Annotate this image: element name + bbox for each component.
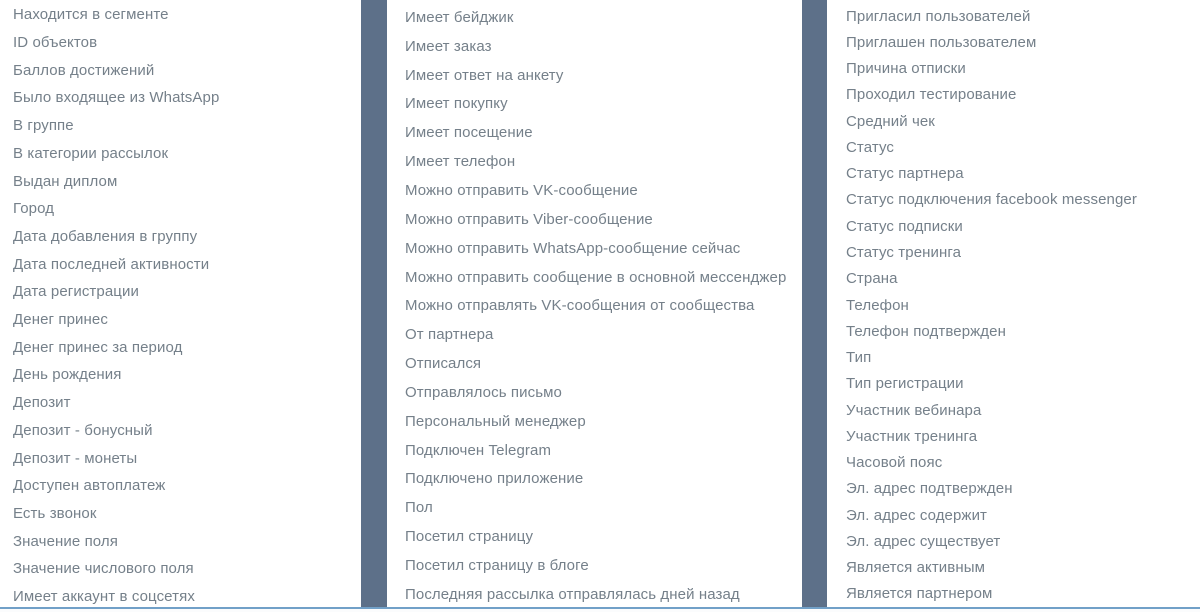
filter-option[interactable]: Денег принес за период [13, 338, 183, 356]
filter-option[interactable]: Статус [846, 138, 895, 156]
filter-option[interactable]: Есть звонок [13, 505, 97, 522]
filter-option[interactable]: ID объектов [13, 34, 98, 52]
filter-option[interactable]: День рождения [13, 366, 122, 384]
filter-option[interactable]: Подключен Telegram [405, 441, 552, 459]
filter-column-2 [387, 0, 802, 607]
filter-option[interactable]: Приглашен пользователем [846, 33, 1037, 51]
filter-option[interactable]: Является партнером [846, 585, 993, 603]
filter-option[interactable]: Последняя рассылка отправлялась дней назад [405, 585, 740, 603]
filter-option[interactable]: Дата добавления в группу [13, 227, 198, 245]
filter-option[interactable]: Отправлялось письмо [405, 383, 562, 401]
filter-option[interactable]: Статус тренинга [846, 244, 962, 262]
filter-option[interactable]: Участник вебинара [846, 401, 982, 419]
filter-option[interactable]: Можно отправлять VK-сообщения от сообщества [405, 297, 755, 315]
filter-option[interactable]: Является активным [846, 559, 986, 577]
filter-column-3 [827, 0, 1200, 607]
filter-option[interactable]: Дата регистрации [13, 283, 139, 301]
filter-option[interactable]: Тип [846, 349, 872, 367]
filter-option[interactable]: Значение поля [13, 532, 118, 550]
filter-option[interactable]: Было входящее из WhatsApp [13, 89, 220, 107]
filter-option[interactable]: Доступен автоплатеж [13, 477, 166, 495]
filter-option[interactable]: Телефон [846, 296, 909, 314]
filter-option[interactable]: Находится в сегменте [13, 6, 169, 24]
filter-option[interactable]: Пол [405, 499, 433, 517]
filter-column-1 [0, 0, 361, 607]
filter-option[interactable]: Статус партнера [846, 165, 964, 183]
filter-option[interactable]: В группе [13, 117, 74, 135]
filter-option[interactable]: Баллов достижений [13, 61, 155, 79]
filter-option[interactable]: В категории рассылок [13, 144, 169, 162]
filter-option[interactable]: Посетил страницу [405, 528, 534, 546]
filter-option[interactable]: Имеет телефон [405, 153, 516, 171]
filter-option[interactable]: Дата последней активности [13, 255, 210, 273]
filter-option[interactable]: Отписался [405, 355, 482, 373]
filter-option[interactable]: Персональный менеджер [405, 412, 586, 430]
filter-option[interactable]: Депозит - монеты [13, 449, 138, 467]
filter-option[interactable]: Участник тренинга [846, 427, 978, 445]
filter-option[interactable]: Имеет бейджик [405, 8, 514, 26]
column-divider-2 [802, 0, 827, 607]
filter-option[interactable]: Имеет аккаунт в соцсетях [13, 588, 195, 606]
filter-option[interactable]: Имеет посещение [405, 124, 533, 142]
filter-option[interactable]: Статус подключения facebook messenger [846, 191, 1137, 209]
filter-option[interactable]: Депозит [13, 394, 71, 412]
filter-option[interactable]: Телефон подтвержден [846, 322, 1006, 340]
filter-option[interactable]: Имеет ответ на анкету [405, 66, 564, 84]
filter-option[interactable]: Можно отправить Viber-сообщение [405, 210, 653, 228]
filter-option[interactable]: Можно отправить VK-сообщение [405, 181, 638, 199]
filter-option[interactable]: Эл. адрес подтвержден [846, 480, 1013, 498]
filter-option[interactable]: Страна [846, 270, 898, 288]
filter-option[interactable]: Имеет покупку [405, 95, 508, 113]
filter-option[interactable]: Посетил страницу в блоге [405, 556, 589, 574]
filter-option[interactable]: Можно отправить сообщение в основной мессенджер [405, 268, 787, 286]
column-divider-1 [361, 0, 387, 607]
filter-option[interactable]: Выдан диплом [13, 172, 118, 190]
filter-option[interactable]: Значение числового поля [13, 560, 194, 578]
filter-option[interactable]: Имеет заказ [405, 37, 492, 55]
filter-option[interactable]: Эл. адрес существует [846, 532, 1001, 550]
filter-option[interactable]: Статус подписки [846, 217, 963, 235]
filter-option[interactable]: Пригласил пользователей [846, 7, 1031, 25]
filter-option[interactable]: Тип регистрации [846, 375, 964, 393]
filter-option[interactable]: Проходил тестирование [846, 86, 1017, 104]
filter-option[interactable]: От партнера [405, 326, 494, 344]
filter-option[interactable]: Средний чек [846, 112, 935, 130]
filter-option[interactable]: Город [13, 200, 55, 218]
filter-option[interactable]: Депозит - бонусный [13, 421, 153, 439]
filter-option[interactable]: Эл. адрес содержит [846, 506, 988, 524]
filter-option[interactable]: Часовой пояс [846, 454, 943, 472]
filter-option[interactable]: Причина отписки [846, 60, 966, 78]
filter-option[interactable]: Подключено приложение [405, 470, 584, 488]
filter-option[interactable]: Можно отправить WhatsApp-сообщение сейчас [405, 239, 741, 257]
filter-option[interactable]: Денег принес [13, 311, 108, 329]
